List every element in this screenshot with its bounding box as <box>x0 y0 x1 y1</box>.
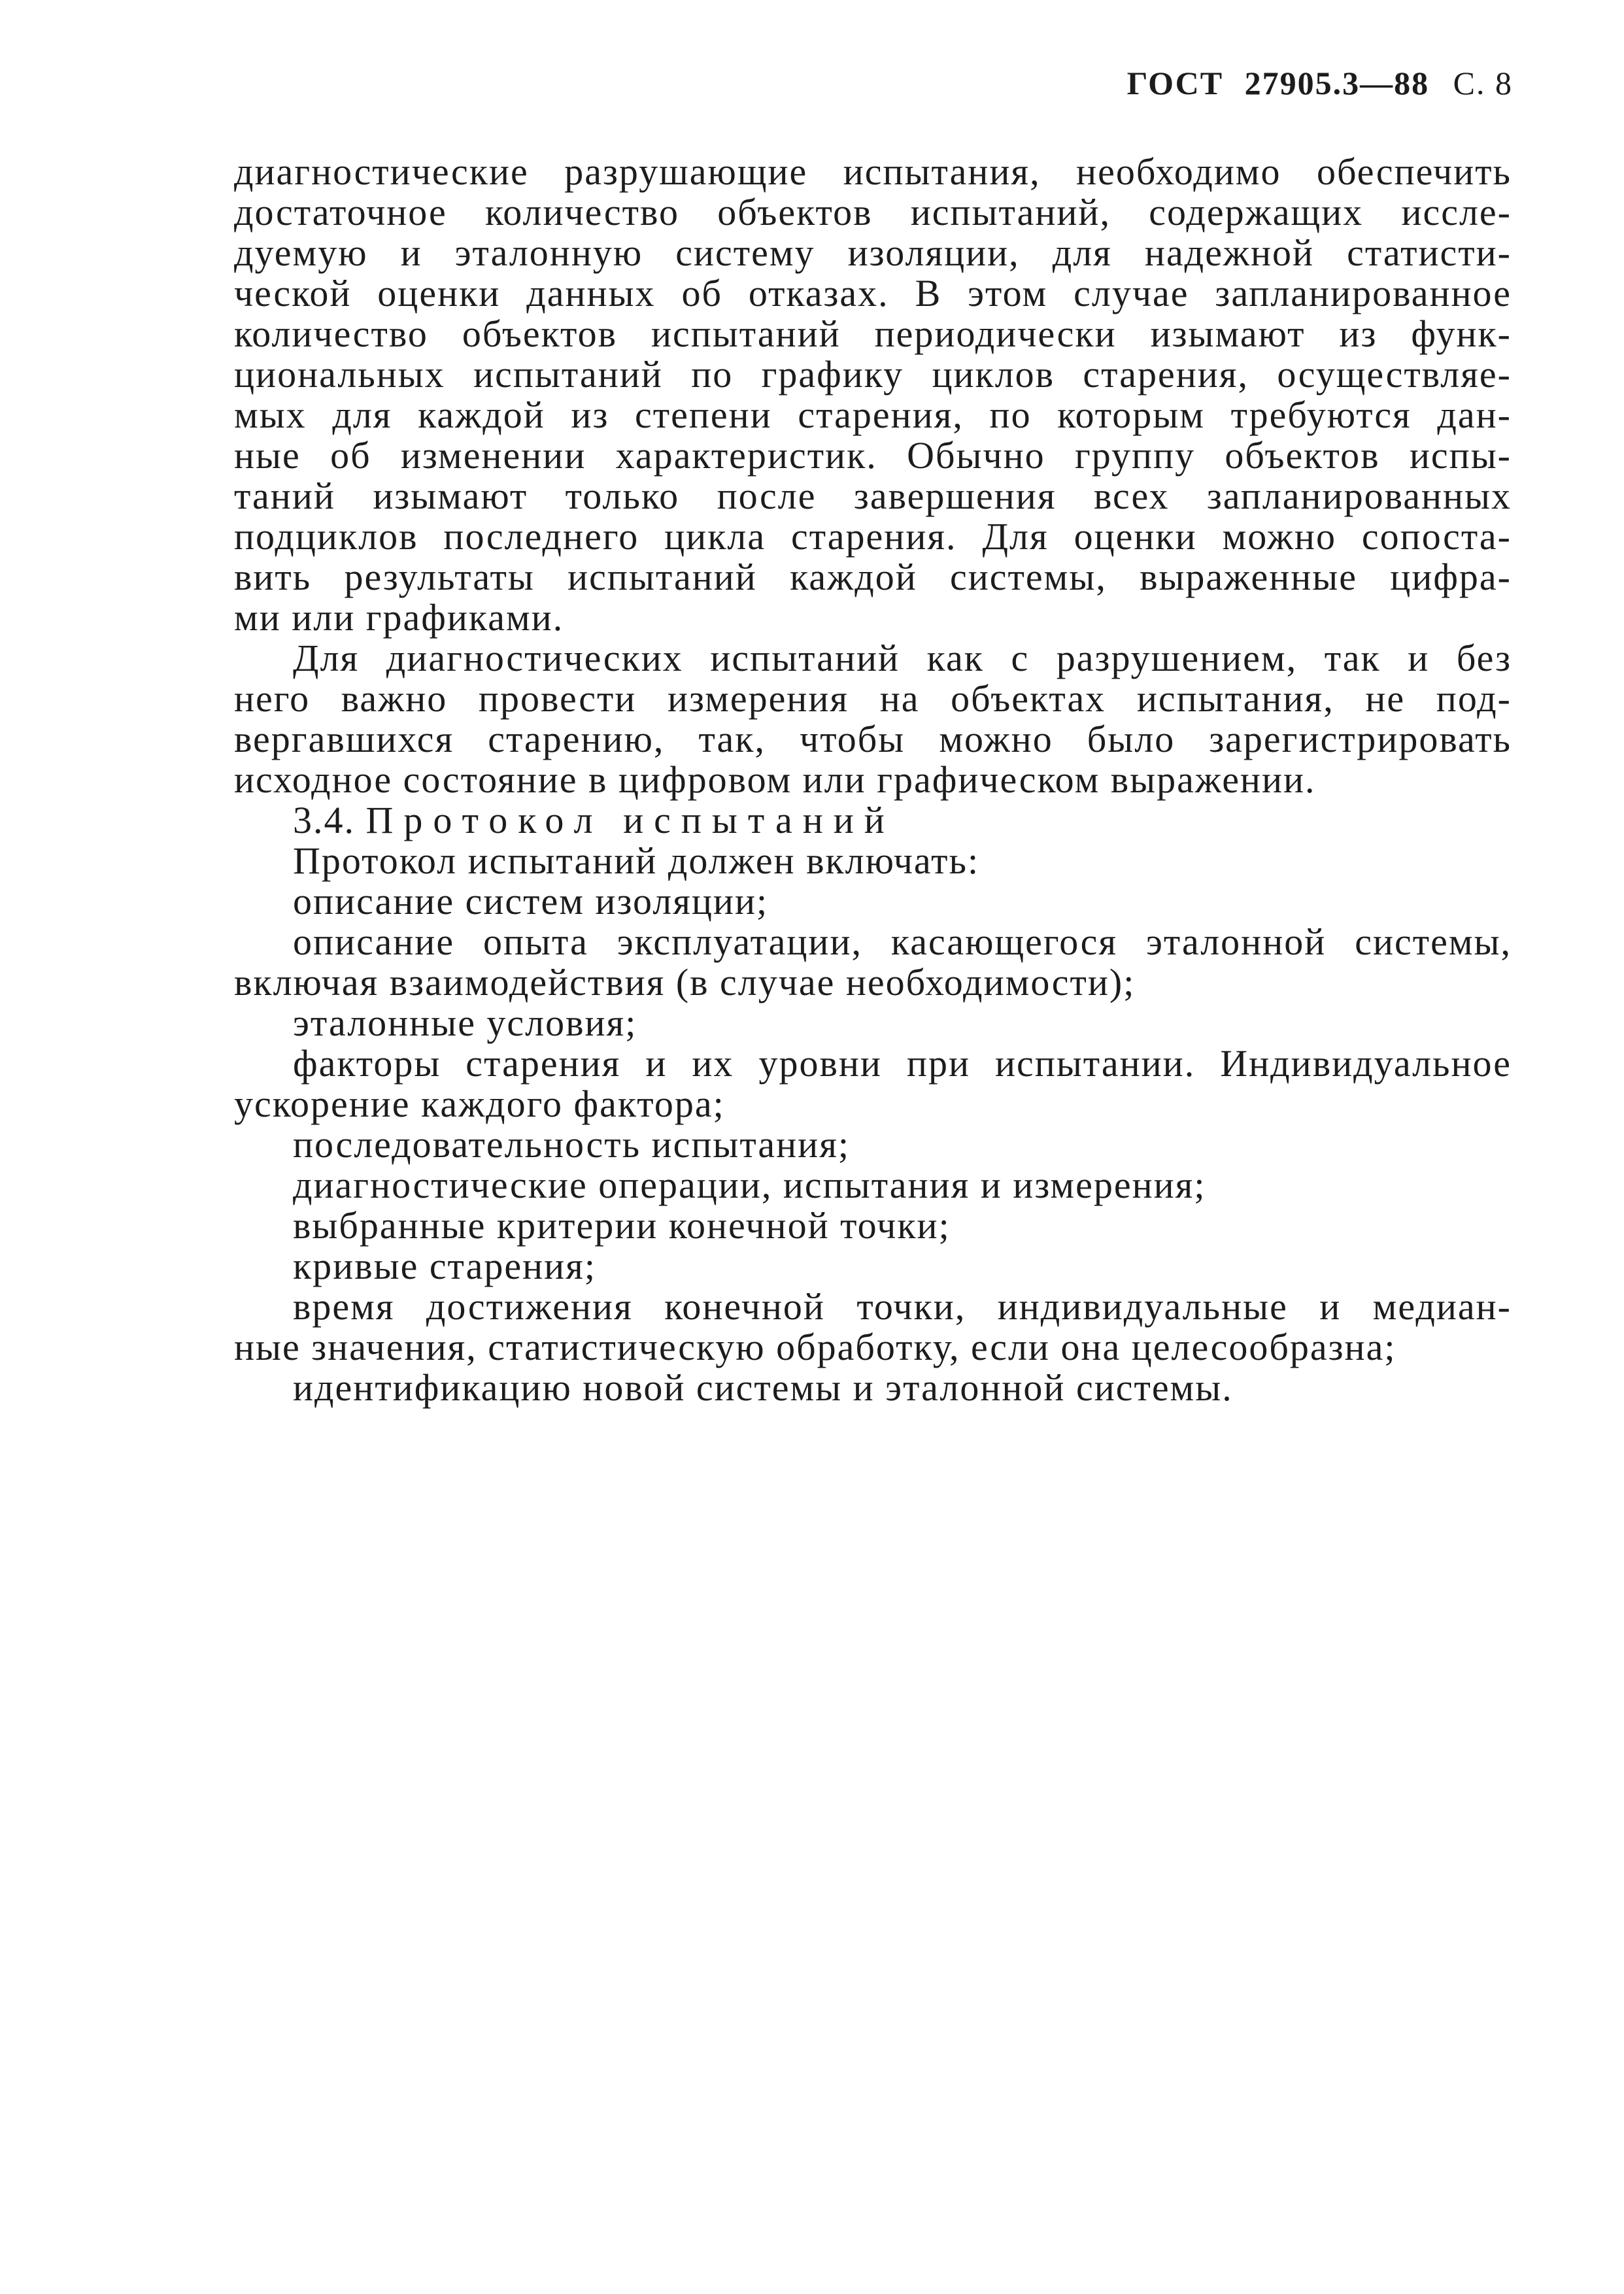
text-line: ческой оценки данных об отказах. В этом случае запланированное <box>234 272 1512 314</box>
list-item-continuation: ные значения, статистическую обработку, если она целесообразна; <box>234 1326 1396 1368</box>
text-line: достаточное количество объектов испытаний, содержащих иссле- <box>234 191 1512 233</box>
protocol-intro: Протокол испытаний должен включать: <box>293 839 980 882</box>
list-item: время достижения конечной точки, индивидуальные и медиан- <box>293 1285 1512 1328</box>
text-line: ми или графиками. <box>234 596 564 639</box>
paragraph-continuation <box>234 152 1512 638</box>
standard-number: 27905.3—88 <box>1244 65 1430 101</box>
list-item: идентификацию новой системы и эталонной системы. <box>293 1366 1233 1409</box>
list-item-continuation: ускорение каждого фактора; <box>234 1083 725 1125</box>
protocol-list <box>234 881 1512 1408</box>
section-title: Протокол испытаний <box>365 799 895 841</box>
text-line: исходное состояние в цифровом или графическом выражении. <box>234 758 1316 801</box>
text-line: ные об изменении характеристик. Обычно группу объектов испы- <box>234 434 1512 477</box>
page-number: С. 8 <box>1453 65 1513 101</box>
text-line: диагностические разрушающие испытания, необходимо обеспечить <box>234 150 1512 193</box>
list-item: описание систем изоляции; <box>293 880 769 922</box>
list-item: последовательность испытания; <box>293 1123 850 1166</box>
list-item: эталонные условия; <box>293 1002 637 1044</box>
list-item: факторы старения и их уровни при испытании. Индивидуальное <box>293 1042 1512 1085</box>
list-item: описание опыта эксплуатации, касающегося эталонной системы, <box>293 920 1512 963</box>
text-line: циональных испытаний по графику циклов старения, осуществляе- <box>234 353 1512 396</box>
list-item: диагностические операции, испытания и измерения; <box>293 1164 1206 1206</box>
standard-label: ГОСТ <box>1126 65 1224 101</box>
list-item: кривые старения; <box>293 1245 596 1287</box>
text-line: вить результаты испытаний каждой системы, выраженные цифра- <box>234 556 1512 598</box>
text-line: количество объектов испытаний периодически изымают из функ- <box>234 312 1512 355</box>
text-line: подциклов последнего цикла старения. Для оценки можно сопоста- <box>234 515 1512 558</box>
page-header <box>1127 64 1513 102</box>
text-line: мых для каждой из степени старения, по которым требуются дан- <box>234 394 1512 436</box>
list-item: выбранные критерии конечной точки; <box>293 1204 951 1247</box>
list-item-continuation: включая взаимодействия (в случае необходимости); <box>234 961 1136 1004</box>
document-body <box>234 152 1512 1408</box>
paragraph-diagnostic-tests <box>234 638 1512 800</box>
text-line: дуемую и эталонную систему изоляции, для надежной статисти- <box>234 231 1512 274</box>
text-line: него важно провести измерения на объектах испытания, не под- <box>234 677 1512 720</box>
section-number: 3.4. <box>293 799 355 841</box>
text-line: вергавшихся старению, так, чтобы можно было зарегистрировать <box>234 718 1512 760</box>
text-line: Для диагностических испытаний как с разрушением, так и без <box>293 637 1512 679</box>
text-line: таний изымают только после завершения всех запланированных <box>234 475 1512 517</box>
section-heading <box>234 800 1512 841</box>
